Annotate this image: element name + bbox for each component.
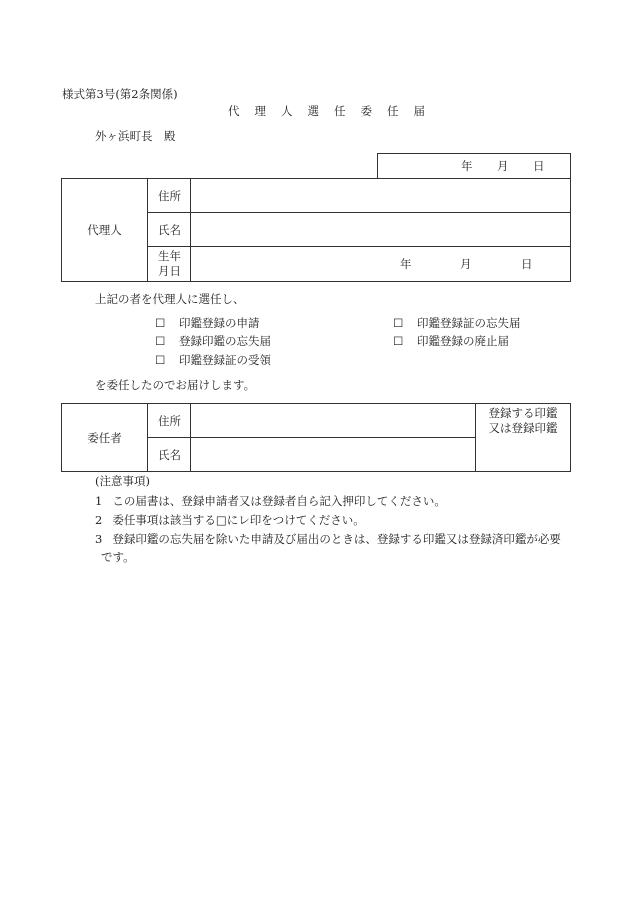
agent-address-field[interactable] bbox=[191, 179, 571, 213]
birth-day-label: 日 bbox=[521, 257, 533, 271]
date-month-label: 月 bbox=[497, 159, 509, 173]
checkbox-icon[interactable]: ☐ bbox=[155, 353, 166, 367]
notes-heading: (注意事項) bbox=[95, 474, 150, 488]
delegator-address-label: 住所 bbox=[148, 404, 191, 438]
agent-name-field[interactable] bbox=[191, 213, 571, 247]
form-title-char: 代 bbox=[228, 104, 240, 118]
birth-month-label: 月 bbox=[460, 257, 472, 271]
date-year-label: 年 bbox=[461, 159, 473, 173]
agent-address-label: 住所 bbox=[148, 179, 191, 213]
form-title-char: 理 bbox=[254, 104, 266, 118]
checkbox-icon[interactable]: ☐ bbox=[393, 334, 404, 348]
delegator-name-label: 氏名 bbox=[148, 438, 191, 472]
checkbox-icon[interactable]: ☐ bbox=[155, 316, 166, 330]
note-item: 3 登録印鑑の忘失届を除いた申請及び届出のときは、登録する印鑑又は登録済印鑑が必要 bbox=[95, 532, 561, 546]
intro-text: 上記の者を代理人に選任し、 bbox=[95, 292, 245, 306]
form-title-char: 人 bbox=[281, 104, 293, 118]
agent-name-label: 氏名 bbox=[148, 213, 191, 247]
date-field[interactable] bbox=[378, 154, 571, 179]
date-box bbox=[377, 153, 571, 179]
delegator-address-field[interactable] bbox=[191, 404, 476, 438]
note-item-continuation: です。 bbox=[101, 550, 135, 564]
delegator-name-field[interactable] bbox=[191, 438, 476, 472]
delegator-table bbox=[61, 403, 571, 472]
agent-birth-field[interactable] bbox=[191, 247, 571, 282]
delegator-label: 委任者 bbox=[62, 404, 148, 472]
option-card-receipt[interactable]: ☐ 印鑑登録証の受領 bbox=[155, 353, 271, 367]
form-title bbox=[228, 106, 440, 118]
option-card-loss[interactable]: ☐ 印鑑登録証の忘失届 bbox=[393, 316, 521, 330]
agent-birth-label: 生年 月日 bbox=[148, 247, 191, 282]
form-title-char: 届 bbox=[413, 104, 425, 118]
addressee: 外ヶ浜町長 殿 bbox=[95, 129, 176, 143]
birth-year-label: 年 bbox=[400, 257, 412, 271]
option-seal-loss[interactable]: ☐ 登録印鑑の忘失届 bbox=[155, 334, 271, 348]
checkbox-icon[interactable]: ☐ bbox=[393, 316, 404, 330]
form-title-char: 委 bbox=[360, 104, 372, 118]
agent-label: 代理人 bbox=[62, 179, 148, 282]
date-day-label: 日 bbox=[533, 159, 545, 173]
form-title-char: 選 bbox=[307, 104, 319, 118]
agent-table bbox=[61, 178, 571, 282]
form-title-char: 任 bbox=[387, 104, 399, 118]
note-item: 2 委任事項は該当する□にレ印をつけてください。 bbox=[95, 513, 365, 527]
option-registration-cancel[interactable]: ☐ 印鑑登録の廃止届 bbox=[393, 334, 509, 348]
form-number: 様式第3号(第2条関係) bbox=[62, 87, 178, 101]
seal-area[interactable]: 登録する印鑑 又は登録印鑑 bbox=[476, 404, 571, 472]
closing-text: を委任したのでお届けします。 bbox=[95, 378, 256, 392]
form-title-char: 任 bbox=[334, 104, 346, 118]
checkbox-icon[interactable]: ☐ bbox=[155, 334, 166, 348]
option-seal-registration[interactable]: ☐ 印鑑登録の申請 bbox=[155, 316, 260, 330]
note-item: 1 この届書は、登録申請者又は登録者自ら記入押印してください。 bbox=[95, 494, 446, 508]
